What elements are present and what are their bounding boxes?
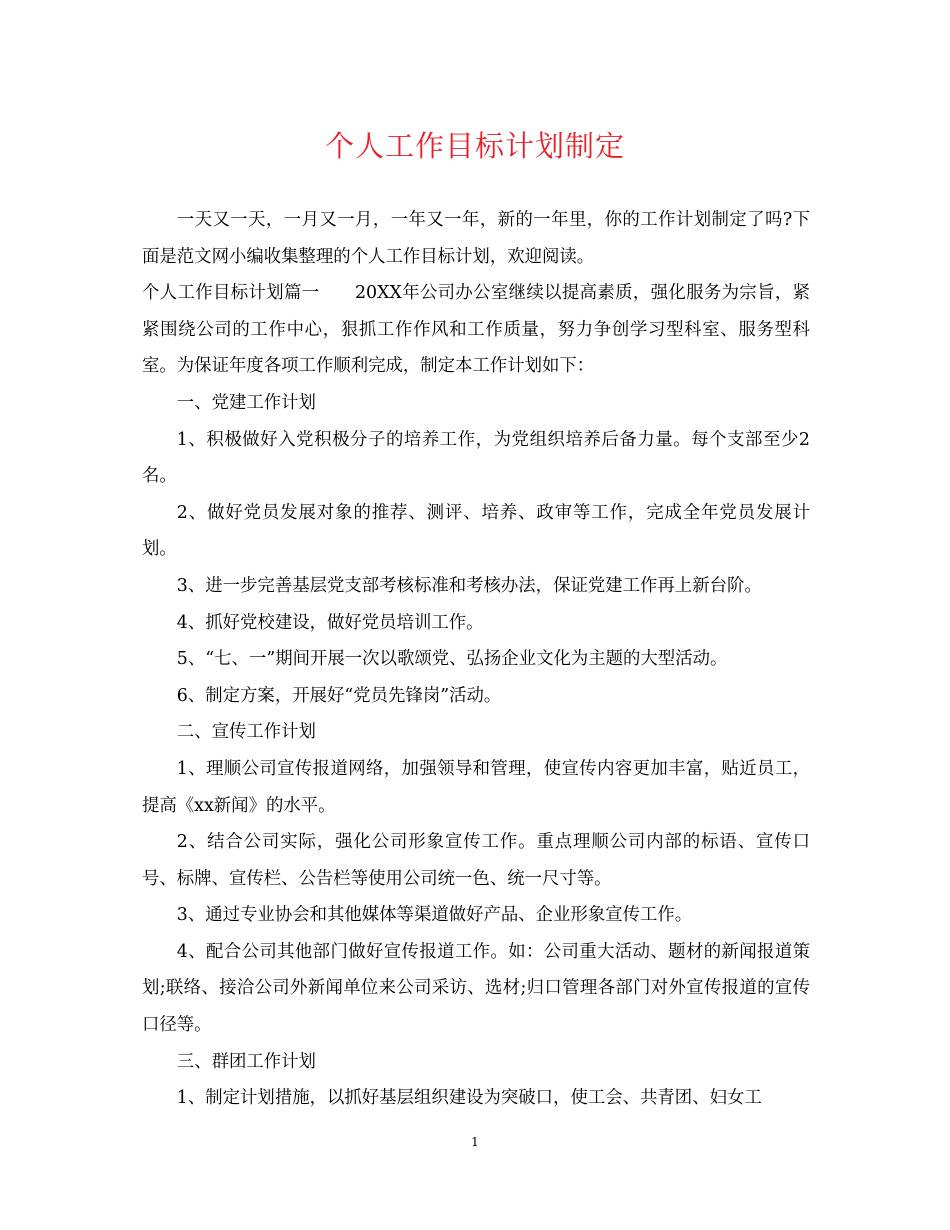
paragraph: 1、积极做好入党积极分子的培养工作，为党组织培养后备力量。每个支部至少2名。 [142, 429, 810, 487]
paragraph: 3、进一步完善基层党支部考核标准和考核办法，保证党建工作再上新台阶。 [176, 575, 762, 596]
paragraph: 3、通过专业协会和其他媒体等渠道做好产品、企业形象宣传工作。 [176, 905, 693, 926]
paragraph: 6、制定方案，开展好“党员先锋岗”活动。 [176, 685, 502, 706]
paragraph: 个人工作目标计划篇一 20XX年公司办公室继续以提高素质，强化服务为宗旨，紧紧围绕公司的工作中心，狠抓工作作风和工作质量，努力争创学习型科室、服务型科室。为保证年度各项工作顺利完成，制定本工作计划如下： [142, 283, 810, 377]
paragraph: 1、制定计划措施，以抓好基层组织建设为突破口，使工会、共青团、妇女工 [176, 1088, 762, 1109]
paragraph: 5、“七、一”期间开展一次以歌颂党、弘扬企业文化为主题的大型活动。 [176, 649, 728, 670]
paragraph: 一天又一天，一月又一月，一年又一年，新的一年里，你的工作计划制定了吗?下面是范文网小编收集整理的个人工作目标计划，欢迎阅读。 [142, 210, 810, 267]
document-title: 个人工作目标计划制定 [324, 129, 625, 163]
section-heading: 三、群团工作计划 [176, 1051, 316, 1072]
paragraph: 4、配合公司其他部门做好宣传报道工作。如：公司重大活动、题材的新闻报道策划;联络、接洽公司外新闻单位来公司采访、选材;归口管理各部门对外宣传报道的宣传口径等。 [142, 941, 810, 1036]
paragraph: 2、结合公司实际，强化公司形象宣传工作。重点理顺公司内部的标语、宣传口号、标牌、宣传栏、公告栏等使用公司统一色、统一尺寸等。 [142, 832, 810, 889]
page-number: 1 [471, 1135, 479, 1149]
document-body [142, 202, 810, 1117]
section-heading: 一、党建工作计划 [176, 392, 316, 413]
paragraph: 4、抓好党校建设，做好党员培训工作。 [176, 612, 484, 633]
paragraph: 1、理顺公司宣传报道网络，加强领导和管理，使宣传内容更加丰富，贴近员工，提高《xx新闻》的水平。 [142, 758, 810, 816]
paragraph: 2、做好党员发展对象的推荐、测评、培养、政审等工作，完成全年党员发展计划。 [142, 502, 810, 560]
section-heading: 二、宣传工作计划 [176, 722, 316, 743]
